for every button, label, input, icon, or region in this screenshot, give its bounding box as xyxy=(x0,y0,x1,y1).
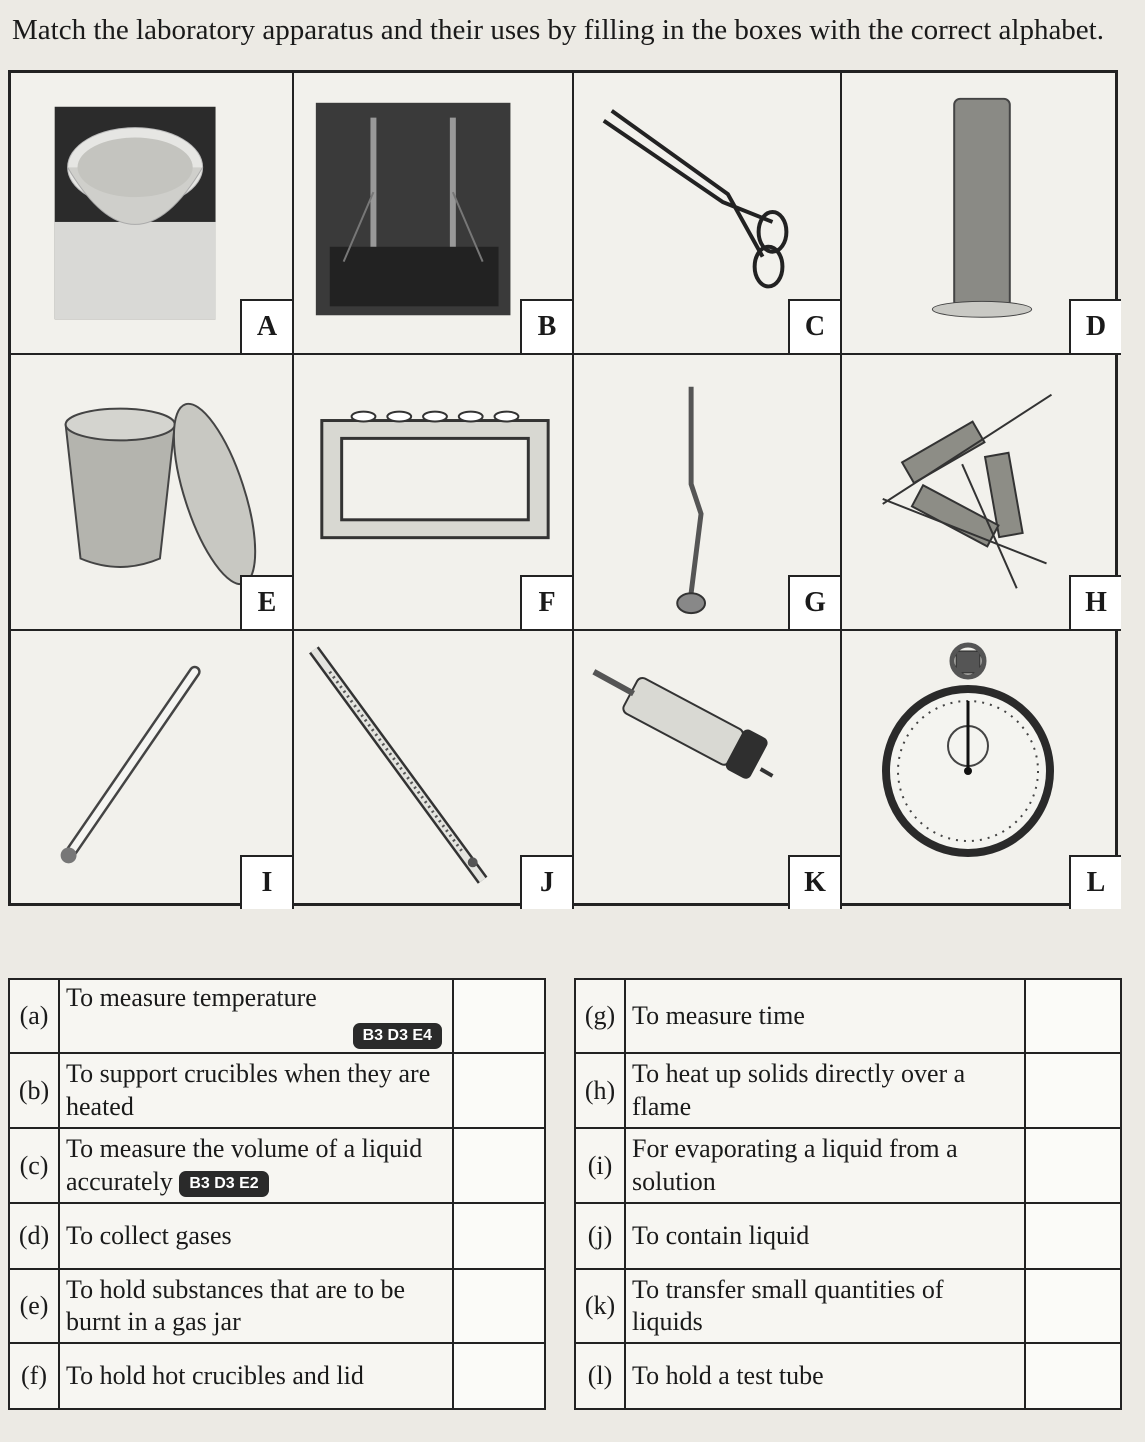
table-row xyxy=(575,1203,1121,1269)
answer-box[interactable] xyxy=(453,1203,545,1269)
apparatus-letter: E xyxy=(240,575,292,629)
use-label: (g) xyxy=(575,979,625,1053)
apparatus-cell xyxy=(294,631,574,909)
apparatus-cell xyxy=(574,631,842,909)
apparatus-cell xyxy=(842,73,1121,355)
use-label: (j) xyxy=(575,1203,625,1269)
answer-box[interactable] xyxy=(453,1053,545,1128)
apparatus-letter: C xyxy=(788,299,840,353)
apparatus-cell xyxy=(842,631,1121,909)
apparatus-letter: I xyxy=(240,855,292,909)
table-row xyxy=(9,1053,545,1128)
uses-table-left xyxy=(8,978,546,1410)
apparatus-cell xyxy=(11,73,294,355)
use-label: (i) xyxy=(575,1128,625,1203)
apparatus-letter: J xyxy=(520,855,572,909)
answer-box[interactable] xyxy=(453,1343,545,1409)
table-row xyxy=(575,979,1121,1053)
apparatus-cell xyxy=(294,355,574,631)
answer-box[interactable] xyxy=(453,1128,545,1203)
use-label: (k) xyxy=(575,1269,625,1343)
curriculum-badge: B3 D3 E4 xyxy=(353,1023,442,1049)
use-label: (l) xyxy=(575,1343,625,1409)
curriculum-badge: B3 D3 E2 xyxy=(179,1171,268,1197)
answer-box[interactable] xyxy=(453,1269,545,1343)
apparatus-grid xyxy=(8,70,1118,906)
apparatus-cell xyxy=(574,355,842,631)
use-text: To transfer small quantities of liquids xyxy=(625,1269,1025,1343)
use-text: To measure time xyxy=(625,979,1025,1053)
use-description xyxy=(59,979,453,1053)
apparatus-letter: G xyxy=(788,575,840,629)
use-text: To support crucibles when they are heated xyxy=(59,1053,453,1128)
use-description xyxy=(59,1128,453,1203)
apparatus-cell xyxy=(11,355,294,631)
apparatus-letter: B xyxy=(520,299,572,353)
apparatus-letter: H xyxy=(1069,575,1121,629)
uses-table-right xyxy=(574,978,1122,1410)
table-row xyxy=(575,1343,1121,1409)
use-text: To collect gases xyxy=(59,1203,453,1269)
table-row xyxy=(9,1269,545,1343)
answer-box[interactable] xyxy=(1025,1343,1121,1409)
table-row xyxy=(9,979,545,1053)
use-text: To contain liquid xyxy=(625,1203,1025,1269)
apparatus-cell xyxy=(574,73,842,355)
table-row xyxy=(575,1053,1121,1128)
apparatus-cell xyxy=(294,73,574,355)
apparatus-letter: K xyxy=(788,855,840,909)
use-label: (b) xyxy=(9,1053,59,1128)
use-text: To measure the volume of a liquid accurately xyxy=(66,1134,423,1196)
use-text: To heat up solids directly over a flame xyxy=(625,1053,1025,1128)
table-row xyxy=(9,1128,545,1203)
table-row xyxy=(575,1269,1121,1343)
answer-box[interactable] xyxy=(1025,1269,1121,1343)
apparatus-letter: F xyxy=(520,575,572,629)
answer-box[interactable] xyxy=(1025,1053,1121,1128)
apparatus-letter: L xyxy=(1069,855,1121,909)
table-row xyxy=(575,1128,1121,1203)
use-text: To measure temperature xyxy=(66,982,317,1012)
apparatus-cell xyxy=(11,631,294,909)
use-label: (c) xyxy=(9,1128,59,1203)
page-title: Match the laboratory apparatus and their uses by filling in the boxes with the correct alphabet. xyxy=(12,14,1104,46)
answer-box[interactable] xyxy=(1025,1128,1121,1203)
apparatus-cell xyxy=(842,355,1121,631)
use-text: To hold hot crucibles and lid xyxy=(59,1343,453,1409)
table-row xyxy=(9,1203,545,1269)
use-label: (d) xyxy=(9,1203,59,1269)
apparatus-letter: D xyxy=(1069,299,1121,353)
apparatus-letter: A xyxy=(240,299,292,353)
use-label: (a) xyxy=(9,979,59,1053)
use-text: To hold substances that are to be burnt in a gas jar xyxy=(59,1269,453,1343)
table-row xyxy=(9,1343,545,1409)
use-text: To hold a test tube xyxy=(625,1343,1025,1409)
use-label: (e) xyxy=(9,1269,59,1343)
use-text: For evaporating a liquid from a solution xyxy=(625,1128,1025,1203)
use-label: (h) xyxy=(575,1053,625,1128)
answer-box[interactable] xyxy=(1025,979,1121,1053)
answer-box[interactable] xyxy=(453,979,545,1053)
answer-box[interactable] xyxy=(1025,1203,1121,1269)
use-label: (f) xyxy=(9,1343,59,1409)
